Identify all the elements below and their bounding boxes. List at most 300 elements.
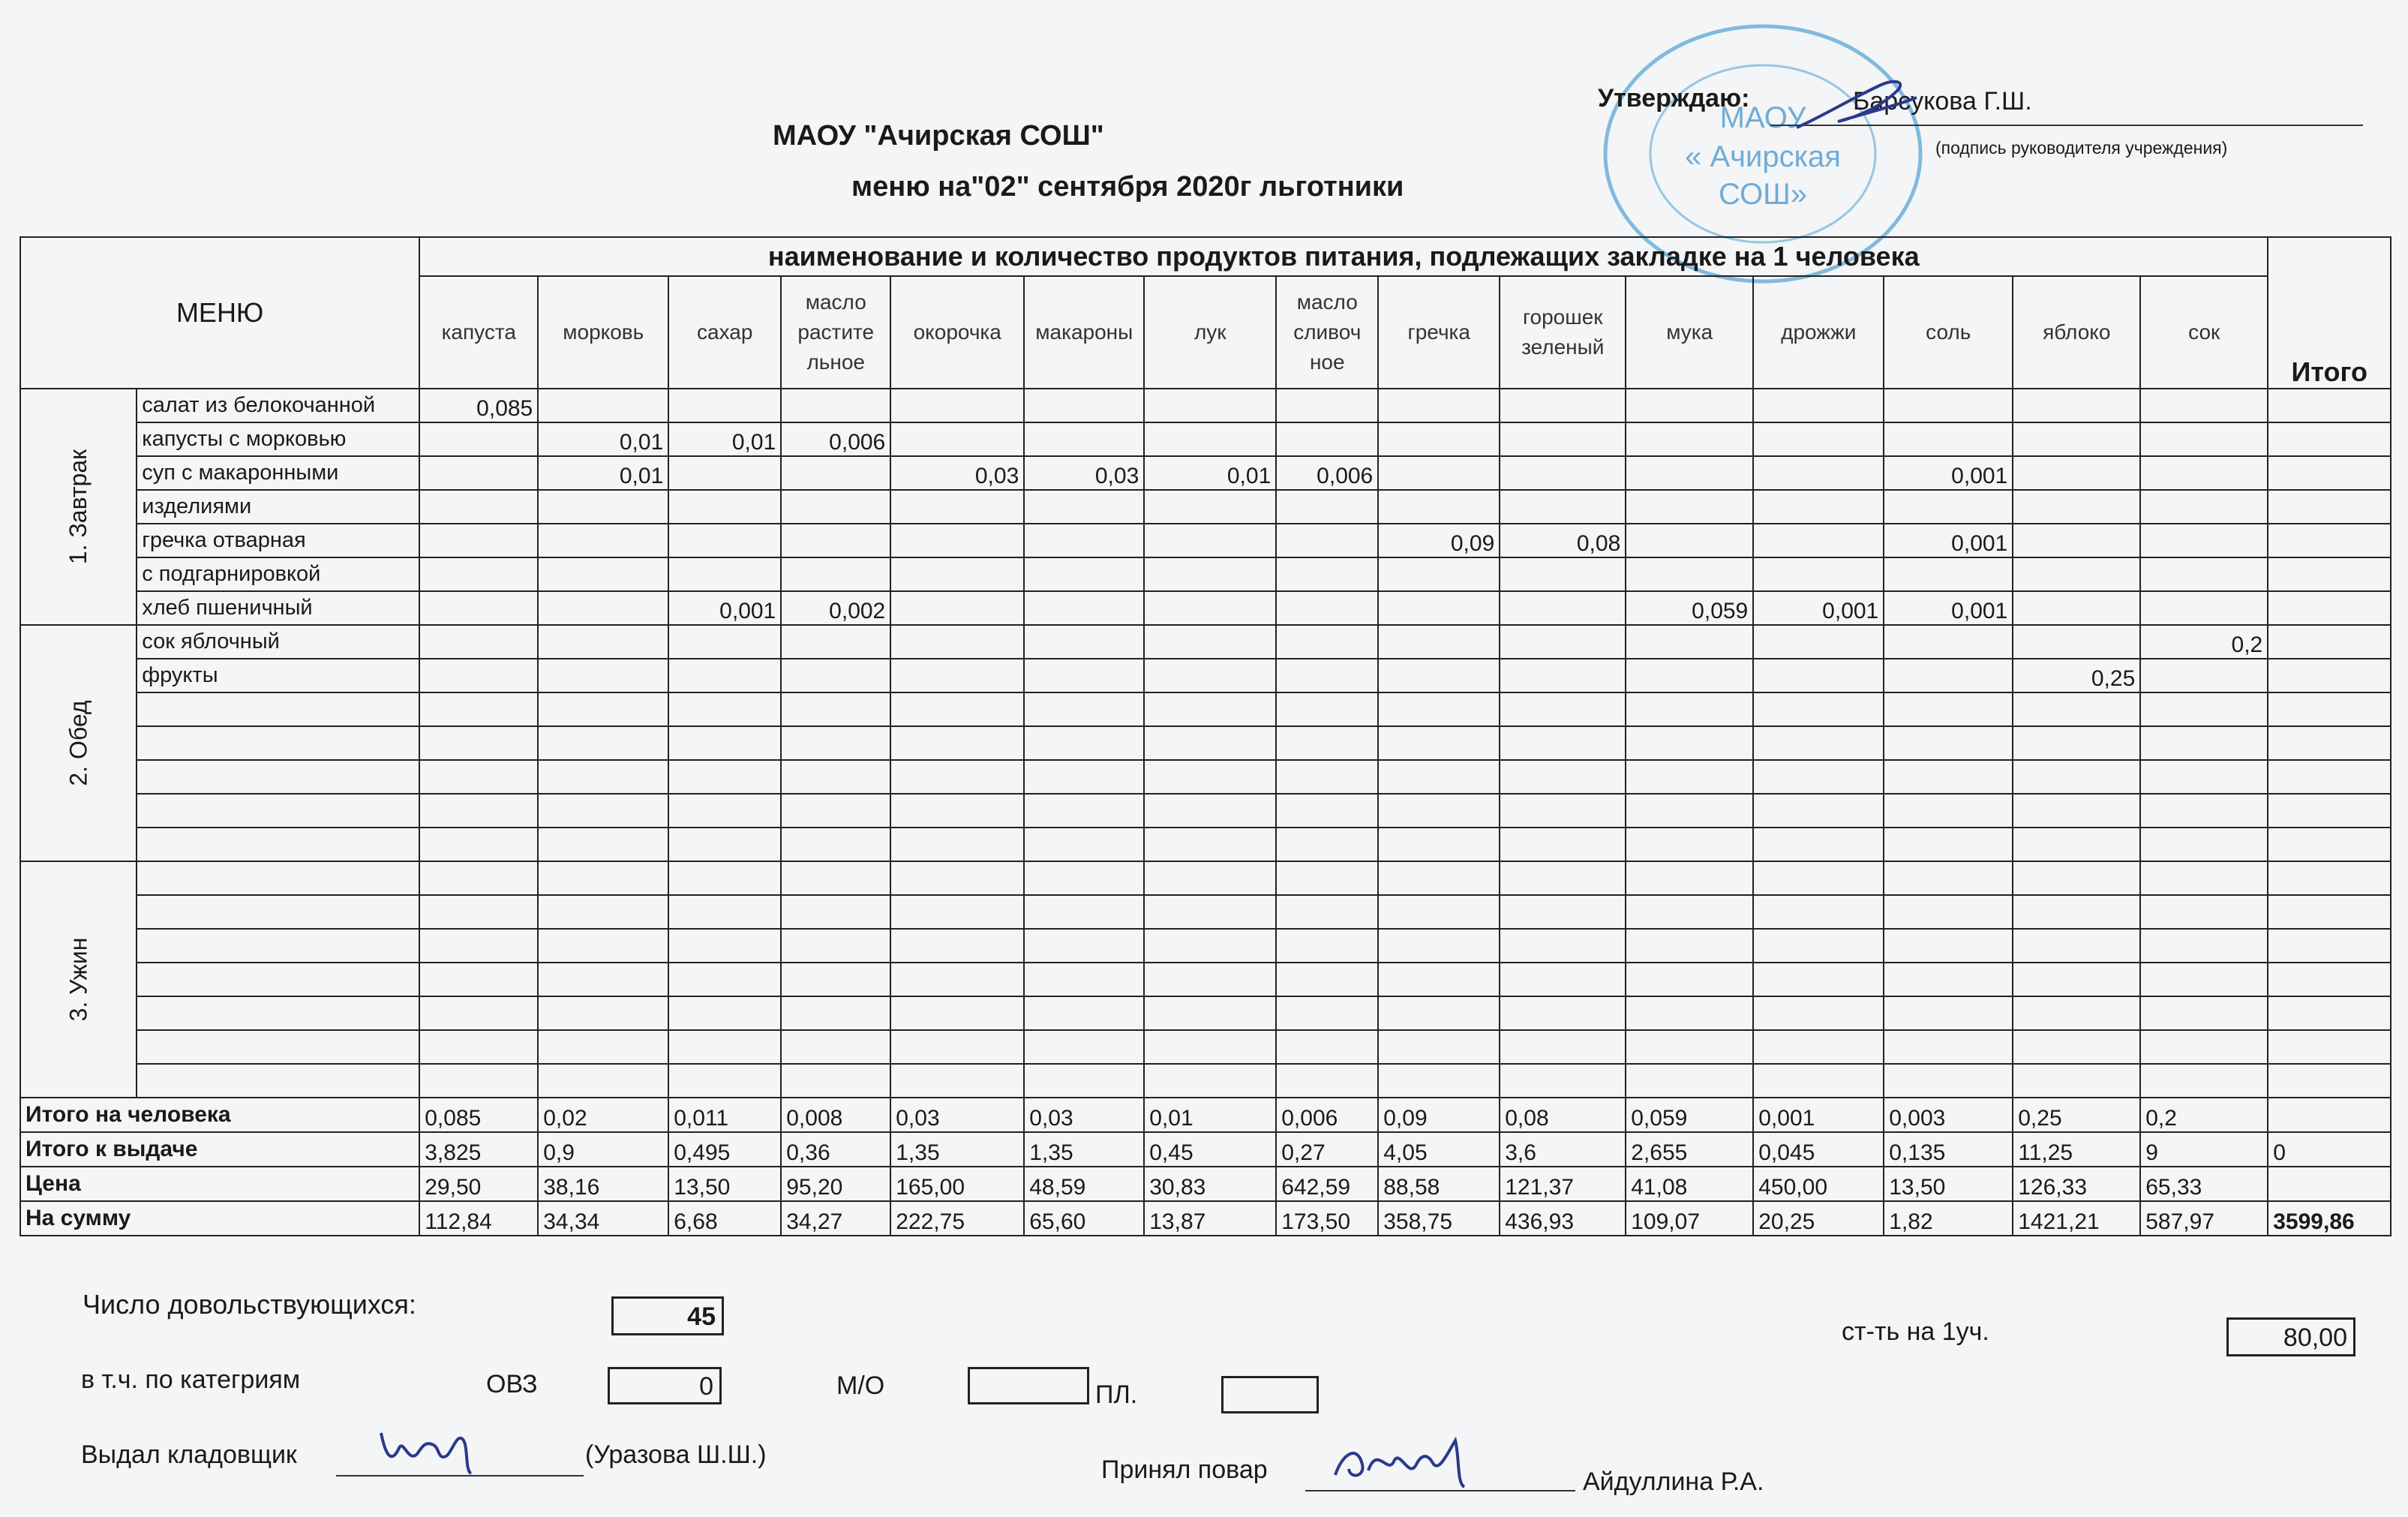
pl-value [1221,1376,1319,1413]
totals-cell: 0,08 [1500,1098,1626,1132]
quantity-cell [890,422,1024,456]
quantity-cell [2013,422,2140,456]
dish-name: сок яблочный [137,625,419,659]
product-header: яблоко [2013,276,2140,389]
quantity-cell [538,625,668,659]
quantity-cell [668,659,781,692]
quantity-cell [2013,524,2140,557]
quantity-cell [1626,1030,1753,1064]
quantity-cell: 0,2 [2140,625,2268,659]
quantity-cell [1753,929,1884,963]
quantity-cell [538,861,668,895]
quantity-cell [1276,861,1378,895]
quantity-cell [1276,963,1378,996]
quantity-cell: 0,001 [1753,591,1884,625]
totals-cell: 41,08 [1626,1167,1753,1201]
quantity-cell [1500,490,1626,524]
quantity-cell [1884,726,2013,760]
quantity-cell: 0,01 [668,422,781,456]
quantity-cell [781,490,890,524]
quantity-cell [668,726,781,760]
product-header: дрожжи [1753,276,1884,389]
quantity-cell: 0,002 [781,591,890,625]
quantity-cell [1378,996,1500,1030]
quantity-cell [1626,929,1753,963]
row-itogo-cell [2268,895,2391,929]
quantity-cell [668,996,781,1030]
quantity-cell [668,828,781,861]
totals-cell: 0,011 [668,1098,781,1132]
quantity-cell [1144,929,1276,963]
totals-cell: 436,93 [1500,1201,1626,1236]
quantity-cell [1500,895,1626,929]
quantity-cell [890,692,1024,726]
quantity-cell [668,929,781,963]
quantity-cell [668,861,781,895]
quantity-cell [538,557,668,591]
quantity-cell [1884,625,2013,659]
quantity-cell [1378,929,1500,963]
meal-label-text: 1. Завтрак [65,449,92,565]
quantity-cell: 0,001 [1884,456,2013,490]
quantity-cell [1626,794,1753,828]
quantity-cell [1884,929,2013,963]
quantity-cell [1753,422,1884,456]
quantity-cell [538,726,668,760]
quantity-cell [2013,456,2140,490]
quantity-cell [2140,1030,2268,1064]
quantity-cell [1500,1030,1626,1064]
totals-cell: 0,36 [781,1132,890,1167]
quantity-cell [890,996,1024,1030]
quantity-cell [2140,861,2268,895]
quantity-cell [538,963,668,996]
quantity-cell [1024,659,1144,692]
quantity-cell [2013,861,2140,895]
quantity-cell: 0,09 [1378,524,1500,557]
quantity-cell [1378,794,1500,828]
quantity-cell [2013,929,2140,963]
quantity-cell [1500,996,1626,1030]
dish-name [137,794,419,828]
quantity-cell [1144,760,1276,794]
row-itogo-cell [2268,828,2391,861]
quantity-cell [1884,861,2013,895]
quantity-cell [1626,490,1753,524]
row-itogo-cell [2268,422,2391,456]
quantity-cell [781,861,890,895]
quantity-cell [1884,1064,2013,1098]
dish-name: гречка отварная [137,524,419,557]
totals-cell: 109,07 [1626,1201,1753,1236]
quantity-cell [1500,557,1626,591]
quantity-cell [1024,625,1144,659]
quantity-cell [1024,490,1144,524]
quantity-cell [1024,1064,1144,1098]
quantity-cell [1378,895,1500,929]
quantity-cell [1500,1064,1626,1098]
received-label: Принял повар [1101,1455,1268,1484]
quantity-cell [781,929,890,963]
row-itogo-cell [2268,692,2391,726]
quantity-cell [1884,996,2013,1030]
quantity-cell: 0,006 [1276,456,1378,490]
quantity-cell [1378,1030,1500,1064]
quantity-cell [2140,557,2268,591]
meal-label-text: 3. Ужин [65,937,92,1022]
quantity-cell [1884,963,2013,996]
quantity-cell [2013,1030,2140,1064]
quantity-cell [1378,828,1500,861]
totals-cell: 2,655 [1626,1132,1753,1167]
quantity-cell [1626,828,1753,861]
quantity-cell [2140,828,2268,861]
quantity-cell [1024,726,1144,760]
quantity-cell [668,692,781,726]
quantity-cell [1378,760,1500,794]
totals-cell: 0,006 [1276,1098,1378,1132]
quantity-cell [890,760,1024,794]
quantity-cell [1378,963,1500,996]
quantity-cell [1753,625,1884,659]
mo-label: М/О [836,1371,885,1400]
quantity-cell: 0,03 [890,456,1024,490]
received-name: Айдуллина Р.А. [1583,1467,1764,1496]
quantity-cell [668,490,781,524]
quantity-cell [419,422,538,456]
quantity-cell [890,929,1024,963]
quantity-cell [419,794,538,828]
quantity-cell [890,591,1024,625]
totals-row-label: Итого к выдаче [20,1132,419,1167]
mo-value [968,1367,1089,1404]
quantity-cell [1500,760,1626,794]
row-itogo-cell [2268,996,2391,1030]
quantity-cell [2013,490,2140,524]
totals-cell: 13,50 [668,1167,781,1201]
menu-header: МЕНЮ [20,237,419,389]
quantity-cell [1024,692,1144,726]
row-itogo-cell [2268,659,2391,692]
quantity-cell [1144,422,1276,456]
quantity-cell [2140,591,2268,625]
quantity-cell [668,963,781,996]
quantity-cell [1626,760,1753,794]
quantity-cell [1884,828,2013,861]
quantity-cell [419,524,538,557]
quantity-cell [1024,929,1144,963]
quantity-cell [1626,1064,1753,1098]
quantity-cell [1500,726,1626,760]
quantity-cell [1753,456,1884,490]
cook-signature [1328,1430,1470,1494]
quantity-cell [1378,490,1500,524]
quantity-cell [538,996,668,1030]
quantity-cell [1024,524,1144,557]
quantity-cell [1884,422,2013,456]
quantity-cell [668,760,781,794]
quantity-cell [1500,861,1626,895]
totals-row-label: Итого на человека [20,1098,419,1132]
totals-row-label: На сумму [20,1201,419,1236]
quantity-cell [419,726,538,760]
quantity-cell [1500,591,1626,625]
quantity-cell [1378,456,1500,490]
totals-cell: 1,35 [890,1132,1024,1167]
quantity-cell [1753,861,1884,895]
quantity-cell [1378,1064,1500,1098]
quantity-cell [538,794,668,828]
totals-cell: 222,75 [890,1201,1024,1236]
row-itogo-cell [2268,490,2391,524]
totals-cell: 38,16 [538,1167,668,1201]
row-itogo-cell [2268,726,2391,760]
totals-cell: 0,085 [419,1098,538,1132]
quantity-cell [2013,1064,2140,1098]
totals-cell: 642,59 [1276,1167,1378,1201]
quantity-cell [419,557,538,591]
totals-cell: 0,9 [538,1132,668,1167]
stamp-line-1: МАОУ [1719,101,1806,134]
quantity-cell [1378,692,1500,726]
row-itogo-cell [2268,524,2391,557]
row-itogo-cell [2268,389,2391,422]
totals-cell: 0,003 [1884,1098,2013,1132]
quantity-cell [1753,794,1884,828]
quantity-cell [781,625,890,659]
quantity-cell [1276,1064,1378,1098]
quantity-cell [1626,963,1753,996]
totals-cell: 3,6 [1500,1132,1626,1167]
totals-cell: 65,60 [1024,1201,1144,1236]
dish-name [137,996,419,1030]
quantity-cell [419,760,538,794]
quantity-cell [1500,794,1626,828]
quantity-cell [1144,490,1276,524]
quantity-cell [2140,963,2268,996]
quantity-cell [1144,659,1276,692]
product-header: гречка [1378,276,1500,389]
stamp-line-2: « Ачирская [1685,140,1841,173]
quantity-cell [890,794,1024,828]
dish-name [137,760,419,794]
quantity-cell [1884,659,2013,692]
quantity-cell [2140,692,2268,726]
row-itogo-cell [2268,760,2391,794]
quantity-cell [1884,760,2013,794]
row-itogo-cell [2268,456,2391,490]
cost-label: ст-ть на 1уч. [1842,1317,1989,1346]
categories-label: в т.ч. по категриям [81,1365,301,1394]
quantity-cell [1378,625,1500,659]
quantity-cell [781,389,890,422]
quantity-cell [2140,524,2268,557]
totals-cell: 0,45 [1144,1132,1276,1167]
totals-cell: 0,001 [1753,1098,1884,1132]
totals-cell: 6,68 [668,1201,781,1236]
quantity-cell [781,895,890,929]
product-header: соль [1884,276,2013,389]
totals-cell: 112,84 [419,1201,538,1236]
row-itogo-cell [2268,557,2391,591]
quantity-cell [1024,389,1144,422]
quantity-cell [2013,389,2140,422]
quantity-cell [1276,389,1378,422]
quantity-cell [1024,1030,1144,1064]
quantity-cell [890,490,1024,524]
quantity-cell [2013,996,2140,1030]
quantity-cell [1144,557,1276,591]
totals-cell: 88,58 [1378,1167,1500,1201]
quantity-cell [1626,524,1753,557]
dish-name [137,692,419,726]
quantity-cell [419,963,538,996]
quantity-cell [1753,828,1884,861]
quantity-cell [1626,422,1753,456]
dish-name: салат из белокочанной [137,389,419,422]
quantity-cell [2013,692,2140,726]
product-header: масло растите льное [781,276,890,389]
quantity-cell [668,895,781,929]
approve-caption: (подпись руководителя учреждения) [1935,138,2228,158]
quantity-cell [1276,422,1378,456]
approve-label: Утверждаю: [1598,84,1750,113]
quantity-cell [890,1064,1024,1098]
quantity-cell [1144,1064,1276,1098]
quantity-cell [1144,524,1276,557]
quantity-cell [2140,726,2268,760]
quantity-cell [1884,794,2013,828]
quantity-cell [1378,591,1500,625]
quantity-cell [1276,692,1378,726]
totals-cell: 20,25 [1753,1201,1884,1236]
products-group-header: наименование и количество продуктов питания, подлежащих закладке на 1 человека [419,237,2268,276]
quantity-cell: 0,001 [1884,524,2013,557]
quantity-cell [781,692,890,726]
quantity-cell: 0,03 [1024,456,1144,490]
quantity-cell [2140,760,2268,794]
quantity-cell [890,1030,1024,1064]
quantity-cell [419,895,538,929]
product-header: капуста [419,276,538,389]
quantity-cell [1626,625,1753,659]
dish-name [137,963,419,996]
row-itogo-cell [2268,929,2391,963]
approve-name: Барсукова Г.Ш. [1853,87,2032,116]
quantity-cell: 0,059 [1626,591,1753,625]
quantity-cell [538,692,668,726]
quantity-cell [1144,625,1276,659]
quantity-cell [890,828,1024,861]
dish-name: капусты с морковью [137,422,419,456]
quantity-cell [1753,490,1884,524]
quantity-cell [1626,895,1753,929]
count-label: Число довольствующихся: [83,1289,416,1320]
itogo-header: Итого [2268,237,2391,389]
quantity-cell [419,929,538,963]
quantity-cell [1884,1030,2013,1064]
totals-cell: 1421,21 [2013,1201,2140,1236]
totals-cell: 95,20 [781,1167,890,1201]
quantity-cell [668,1064,781,1098]
totals-cell: 13,50 [1884,1167,2013,1201]
quantity-cell [668,794,781,828]
cost-value: 80,00 [2226,1317,2355,1356]
quantity-cell [1144,861,1276,895]
quantity-cell [2013,963,2140,996]
quantity-cell [419,996,538,1030]
totals-cell: 0,135 [1884,1132,2013,1167]
quantity-cell: 0,001 [668,591,781,625]
quantity-cell [668,557,781,591]
quantity-cell [1024,591,1144,625]
quantity-cell: 0,01 [1144,456,1276,490]
totals-cell: 450,00 [1753,1167,1884,1201]
totals-cell: 126,33 [2013,1167,2140,1201]
quantity-cell [538,659,668,692]
quantity-cell [1378,389,1500,422]
quantity-cell [1144,828,1276,861]
quantity-cell [538,1030,668,1064]
quantity-cell [781,760,890,794]
quantity-cell [419,625,538,659]
row-itogo-cell [2268,963,2391,996]
quantity-cell [1024,895,1144,929]
quantity-cell [2013,828,2140,861]
quantity-cell [1276,726,1378,760]
quantity-cell [1144,794,1276,828]
quantity-cell [538,1064,668,1098]
totals-cell: 0,09 [1378,1098,1500,1132]
dish-name: с подгарнировкой [137,557,419,591]
quantity-cell [2140,490,2268,524]
quantity-cell [1276,1030,1378,1064]
quantity-cell [1626,659,1753,692]
quantity-cell [1753,692,1884,726]
row-itogo-cell [2268,794,2391,828]
quantity-cell [1500,692,1626,726]
quantity-cell [1500,828,1626,861]
quantity-cell [1276,659,1378,692]
quantity-cell [1024,794,1144,828]
quantity-cell [1024,861,1144,895]
quantity-cell [1144,963,1276,996]
totals-cell: 34,27 [781,1201,890,1236]
quantity-cell [419,828,538,861]
quantity-cell [1378,422,1500,456]
quantity-cell [781,794,890,828]
quantity-cell [1500,625,1626,659]
quantity-cell [2140,456,2268,490]
quantity-cell [1276,524,1378,557]
quantity-cell [1626,861,1753,895]
quantity-cell [2013,557,2140,591]
quantity-cell [2140,659,2268,692]
quantity-cell: 0,01 [538,456,668,490]
quantity-cell [1144,726,1276,760]
meal-label [20,861,137,1098]
quantity-cell [1276,895,1378,929]
menu-title: меню на"02" сентября 2020г льготники [851,171,1404,203]
product-header: лук [1144,276,1276,389]
quantity-cell [1753,963,1884,996]
quantity-cell [1753,1064,1884,1098]
quantity-cell [2013,625,2140,659]
quantity-cell [781,524,890,557]
issued-name: (Уразова Ш.Ш.) [585,1440,767,1469]
quantity-cell [668,1030,781,1064]
stamp-line-3: СОШ» [1718,178,1808,211]
